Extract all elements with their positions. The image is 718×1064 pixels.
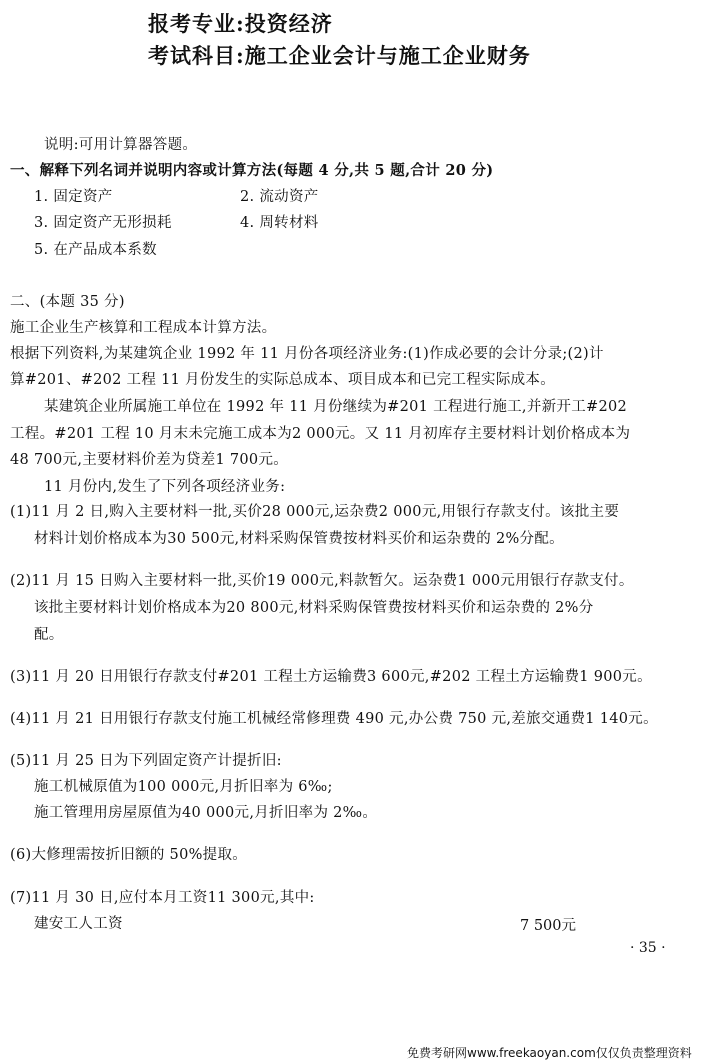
header-major: 报考专业:投资经济 — [148, 11, 333, 36]
term-item: 4. 周转材料 — [240, 215, 319, 231]
text-line: 48 700元,主要材料价差为贷差1 700元。 — [10, 452, 289, 468]
term-item: 2. 流动资产 — [240, 189, 319, 205]
transaction-7: (7)11 月 30 日,应付本月工资11 300元,其中: — [10, 890, 315, 906]
answer-note: 说明:可用计算器答题。 — [44, 137, 198, 153]
transaction-2: (2)11 月 15 日购入主要材料一批,买价19 000元,料款暂欠。运杂费1 000元用银行存款支付。 — [10, 573, 634, 589]
wage-item-label: 建安工人工资 — [34, 916, 123, 932]
text-line: 某建筑企业所属施工单位在 1992 年 11 月份继续为#201 工程进行施工,并新开工#202 — [44, 399, 628, 415]
header-subject: 考试科目:施工企业会计与施工企业财务 — [148, 43, 531, 68]
section-2-title: 二、(本题 35 分) — [10, 294, 125, 310]
depreciation-line: 施工管理用房屋原值为40 000元,月折旧率为 2‰。 — [34, 805, 378, 821]
text-line: 根据下列资料,为某建筑企业 1992 年 11 月份各项经济业务:(1)作成必要的会计分录;(2)计 — [10, 346, 604, 362]
text-line: 算#201、#202 工程 11 月份发生的实际总成本、项目成本和已完工程实际成本。 — [10, 372, 556, 388]
transaction-5: (5)11 月 25 日为下列固定资产计提折旧: — [10, 753, 282, 769]
text-line: 11 月份内,发生了下列各项经济业务: — [44, 479, 286, 495]
wage-item-amount: 7 500元 — [520, 918, 577, 934]
transaction-6: (6)大修理需按折旧额的 50%提取。 — [10, 847, 248, 863]
footer-watermark: 免费考研网www.freekaoyan.com仅仅负责整理资料 — [407, 1046, 692, 1060]
text-line: 施工企业生产核算和工程成本计算方法。 — [10, 320, 277, 336]
transaction-2-cont: 配。 — [34, 627, 64, 643]
term-item: 3. 固定资产无形损耗 — [34, 215, 172, 231]
text-line: 工程。#201 工程 10 月末未完施工成本为2 000元。又 11 月初库存主要材料计划价格成本为 — [10, 426, 631, 442]
section-1-title: 一、解释下列名词并说明内容或计算方法(每题 4 分,共 5 题,合计 20 分) — [10, 162, 494, 179]
transaction-1: (1)11 月 2 日,购入主要材料一批,买价28 000元,运杂费2 000元,用银行存款支付。该批主要 — [10, 504, 620, 520]
transaction-4: (4)11 月 21 日用银行存款支付施工机械经常修理费 490 元,办公费 750 元,差旅交通费1 140元。 — [10, 711, 658, 727]
transaction-1-cont: 材料计划价格成本为30 500元,材料采购保管费按材料买价和运杂费的 2%分配。 — [34, 531, 564, 547]
term-item: 5. 在产品成本系数 — [34, 242, 157, 258]
term-item: 1. 固定资产 — [34, 189, 113, 205]
transaction-2-cont: 该批主要材料计划价格成本为20 800元,材料采购保管费按材料买价和运杂费的 2%分 — [34, 600, 594, 616]
page-number: · 35 · — [630, 940, 666, 956]
transaction-3: (3)11 月 20 日用银行存款支付#201 工程土方运输费3 600元,#202 工程土方运输费1 900元。 — [10, 669, 652, 685]
depreciation-line: 施工机械原值为100 000元,月折旧率为 6‰; — [34, 779, 333, 795]
